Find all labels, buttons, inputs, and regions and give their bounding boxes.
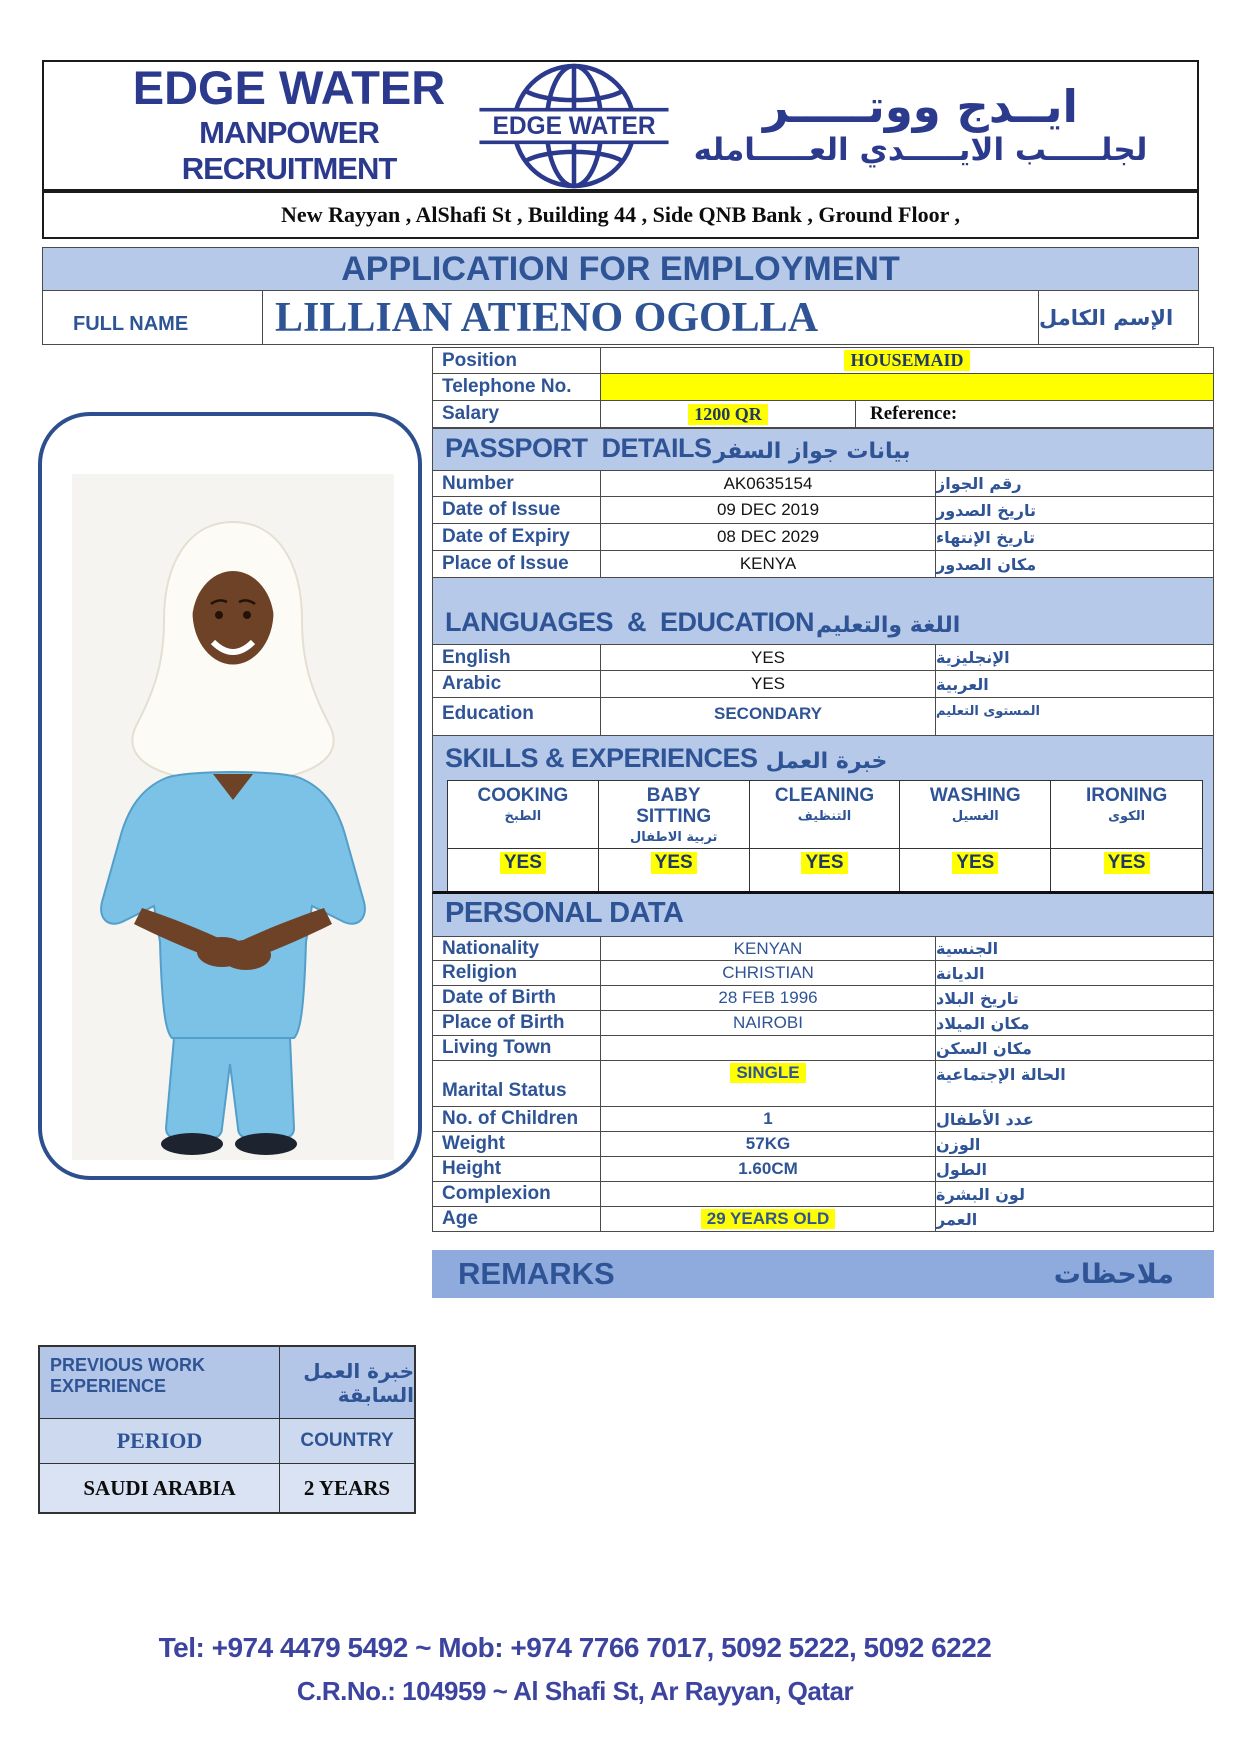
religion-value: CHRISTIAN (601, 961, 936, 985)
place-of-birth-label: Place of Birth (433, 1011, 601, 1035)
marital-status-value: SINGLE (730, 1063, 805, 1083)
table-row (432, 1132, 1214, 1157)
table-row (432, 671, 1214, 698)
height-label-arabic: الطول (936, 1159, 987, 1179)
form-title: APPLICATION FOR EMPLOYMENT (42, 247, 1199, 291)
weight-label-arabic: الوزن (936, 1134, 981, 1154)
company-name: EDGE WATER (132, 61, 446, 114)
height-label: Height (433, 1157, 601, 1181)
place-of-issue-label-arabic: مكان الصدور (936, 554, 1037, 574)
previous-work-subheader-row (40, 1419, 414, 1464)
table-row (432, 961, 1214, 986)
skill-column-ironing: IRONING الكوى (1051, 781, 1202, 849)
table-row (432, 1107, 1214, 1132)
table-row (432, 698, 1214, 736)
skill-value-babysitting: YES (599, 849, 750, 891)
weight-value: 57KG (601, 1132, 936, 1156)
english-value: YES (601, 645, 936, 670)
english-label-arabic: الإنجليزية (936, 648, 1010, 667)
footer-cr-line: C.R.No.: 104959 ~ Al Shafi St, Ar Rayyan, Qatar (296, 1676, 854, 1706)
personal-title: PERSONAL DATA (445, 897, 684, 929)
passport-number-label: Number (433, 471, 601, 496)
full-name-row (42, 291, 1199, 345)
date-of-birth-label: Date of Birth (433, 986, 601, 1010)
skills-title-arabic: خبرة العمل (765, 749, 888, 774)
place-of-birth-value: NAIROBI (601, 1011, 936, 1035)
period-header: PERIOD (40, 1419, 280, 1464)
skills-title: SKILLS & EXPERIENCES (445, 743, 758, 773)
date-of-issue-label: Date of Issue (433, 497, 601, 523)
table-row (432, 1207, 1214, 1232)
skills-table (432, 780, 1214, 894)
reference-label: Reference: (870, 403, 958, 424)
telephone-value (601, 374, 1213, 400)
height-value: 1.60CM (601, 1157, 936, 1181)
table-row (432, 470, 1214, 497)
company-name-arabic: ايــدج ووتـــــر (763, 79, 1078, 133)
weight-label: Weight (433, 1132, 601, 1156)
company-name-block (44, 61, 474, 187)
skill-value-cleaning: YES (750, 849, 901, 891)
date-of-issue-label-arabic: تاريخ الصدور (936, 500, 1036, 520)
english-label: English (433, 645, 601, 670)
table-row (432, 1157, 1214, 1182)
age-value: 29 YEARS OLD (701, 1209, 836, 1229)
passport-number-value: AK0635154 (601, 471, 936, 496)
previous-work-data-row (40, 1464, 414, 1512)
table-row (432, 986, 1214, 1011)
previous-work-title: PREVIOUS WORK EXPERIENCE (40, 1347, 280, 1419)
marital-status-label: Marital Status (433, 1061, 601, 1106)
table-row (432, 1182, 1214, 1207)
remarks-title-arabic: ملاحظات (1053, 1258, 1174, 1290)
languages-section-header (432, 578, 1214, 644)
date-of-birth-label-arabic: تاريخ البلاد (936, 988, 1019, 1008)
children-label: No. of Children (433, 1107, 601, 1131)
table-row (432, 551, 1214, 578)
company-name-arabic-block (674, 79, 1197, 169)
nationality-label-arabic: الجنسية (936, 939, 999, 958)
salary-label: Salary (433, 401, 601, 427)
marital-status-label-arabic: الحالة الإجتماعية (936, 1065, 1066, 1084)
arabic-label-arabic: العربية (936, 674, 989, 694)
table-row (432, 1036, 1214, 1061)
footer-phone-line: Tel: +974 4479 5492 ~ Mob: +974 7766 7017, 5092 5222, 5092 6222 (158, 1632, 992, 1663)
form-body (432, 347, 1214, 1298)
salary-row (432, 401, 1214, 428)
previous-work-header-row (40, 1347, 414, 1419)
salary-value: 1200 QR (688, 404, 768, 425)
place-of-birth-label-arabic: مكان الميلاد (936, 1013, 1030, 1033)
table-row (432, 1061, 1214, 1107)
age-label-arabic: العمر (936, 1209, 978, 1229)
personal-section-header (432, 894, 1214, 936)
date-of-expiry-value: 08 DEC 2029 (601, 524, 936, 550)
skill-column-babysitting: BABY SITTING تربية الاطفال (599, 781, 750, 849)
applicant-photo (38, 412, 422, 1180)
arabic-label: Arabic (433, 671, 601, 697)
company-subtitle-arabic: لجلـــــب الايـــــدي العـــــامله (693, 132, 1148, 169)
education-label-arabic: المستوى التعليم (936, 704, 1040, 719)
education-value: SECONDARY (601, 698, 936, 735)
complexion-label: Complexion (433, 1182, 601, 1206)
skills-section-header (432, 736, 1214, 780)
skill-column-washing: WASHING الغسيل (900, 781, 1051, 849)
company-subtitle: MANPOWER RECRUITMENT (181, 115, 397, 186)
country-header: COUNTRY (280, 1419, 414, 1464)
date-of-birth-value: 28 FEB 1996 (601, 986, 936, 1010)
religion-label-arabic: الديانة (936, 963, 985, 983)
full-name-label: FULL NAME (43, 291, 263, 344)
complexion-label-arabic: لون البشرة (936, 1184, 1025, 1204)
previous-work-title-arabic: خبرة العمل السابقة (280, 1347, 414, 1419)
company-address: New Rayyan , AlShafi St , Building 44 , Side QNB Bank , Ground Floor , (42, 191, 1199, 239)
children-value: 1 (601, 1107, 936, 1131)
skill-value-ironing: YES (1051, 849, 1202, 891)
skill-value-cooking: YES (448, 849, 599, 891)
children-label-arabic: عدد الأطفال (936, 1109, 1034, 1129)
skill-value-washing: YES (900, 849, 1051, 891)
skill-column-cooking: COOKING الطبخ (448, 781, 599, 849)
previous-work-table (38, 1345, 416, 1514)
remarks-section-header (432, 1250, 1214, 1298)
place-of-issue-label: Place of Issue (433, 551, 601, 577)
skill-column-cleaning: CLEANING التنظيف (750, 781, 901, 849)
company-header (42, 60, 1199, 191)
date-of-issue-value: 09 DEC 2019 (601, 497, 936, 523)
table-row (432, 497, 1214, 524)
telephone-label: Telephone No. (433, 374, 601, 400)
position-value: HOUSEMAID (844, 350, 969, 371)
date-of-expiry-label: Date of Expiry (433, 524, 601, 550)
globe-logo-icon (474, 61, 674, 190)
table-row (432, 936, 1214, 961)
place-of-issue-value: KENYA (601, 551, 936, 577)
nationality-value: KENYAN (601, 937, 936, 960)
previous-work-years-value: 2 YEARS (303, 1475, 391, 1500)
languages-title: LANGUAGES & EDUCATION (445, 607, 815, 637)
footer-contact (0, 1632, 1150, 1707)
age-label: Age (433, 1207, 601, 1231)
telephone-row (432, 374, 1214, 401)
table-row (432, 644, 1214, 671)
position-label: Position (433, 348, 601, 373)
living-town-label-arabic: مكان السكن (936, 1038, 1032, 1058)
table-row (432, 524, 1214, 551)
passport-section-header (432, 428, 1214, 470)
nationality-label: Nationality (433, 937, 601, 960)
position-row (432, 347, 1214, 374)
passport-number-label-arabic: رقم الجواز (936, 474, 1022, 493)
living-town-label: Living Town (433, 1036, 601, 1060)
education-label: Education (433, 698, 601, 735)
logo-text: EDGE WATER (492, 112, 656, 140)
previous-work-country-value: SAUDI ARABIA (40, 1464, 280, 1512)
living-town-value (601, 1036, 936, 1060)
full-name-label-arabic: الإسم الكامل (1039, 305, 1174, 330)
full-name-value: LILLIAN ATIENO OGOLLA (263, 291, 1039, 344)
date-of-expiry-label-arabic: تاريخ الإنتهاء (936, 527, 1036, 547)
passport-title-arabic: بيانات جواز السفر (713, 439, 911, 464)
arabic-value: YES (601, 671, 936, 697)
complexion-value (601, 1182, 936, 1206)
languages-title-arabic: اللغة والتعليم (816, 613, 961, 638)
table-row (432, 1011, 1214, 1036)
remarks-title: REMARKS (458, 1256, 615, 1291)
passport-title: PASSPORT DETAILS (445, 433, 712, 463)
religion-label: Religion (433, 961, 601, 985)
